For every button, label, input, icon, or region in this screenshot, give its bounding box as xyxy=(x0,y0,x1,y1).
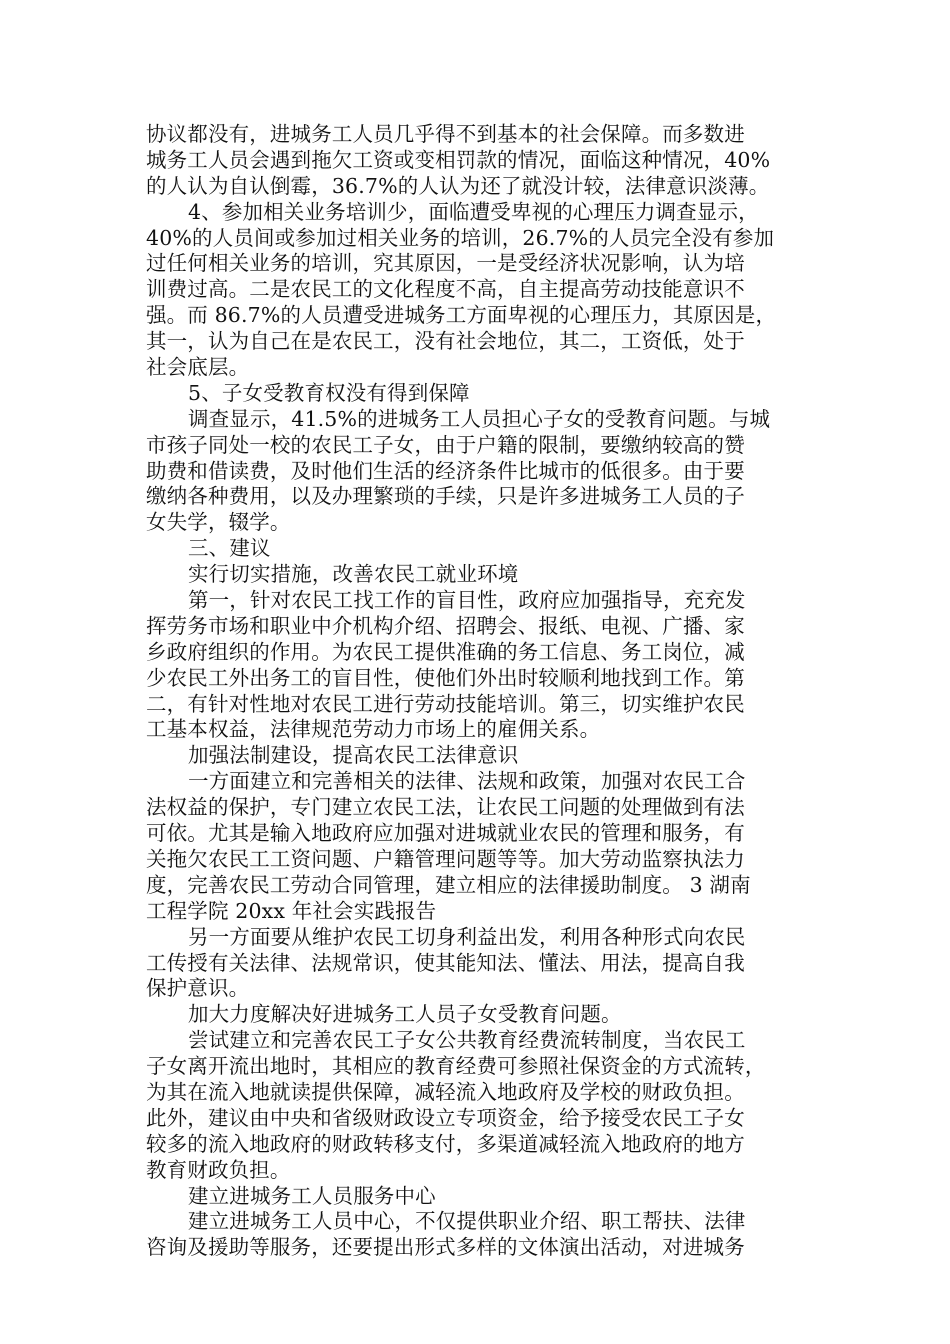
text-line: 强。而 86.7%的人员遭受进城务工方面卑视的心理压力，其原因是， xyxy=(146,303,777,328)
text-line: 其一，认为自己在是农民工，没有社会地位，其二，工资低，处于 xyxy=(146,329,745,354)
text-line: 挥劳务市场和职业中介机构介绍、招聘会、报纸、电视、广播、家 xyxy=(146,613,745,638)
text-line: 另一方面要从维护农民工切身利益出发，利用各种形式向农民 xyxy=(188,924,746,949)
text-line: 市孩子同处一校的农民工子女，由于户籍的限制，要缴纳较高的赞 xyxy=(146,432,745,457)
text-line: 度，完善农民工劳动合同管理，建立相应的法律援助制度。 3 湖南 xyxy=(146,872,751,897)
text-line: 过任何相关业务的培训，究其原因，一是受经济状况影响，认为培 xyxy=(146,251,745,276)
text-line: 尝试建立和完善农民工子女公共教育经费流转制度，当农民工 xyxy=(188,1028,746,1053)
text-line: 社会底层。 xyxy=(146,355,250,380)
text-line: 乡政府组织的作用。为农民工提供准确的务工信息、务工岗位，减 xyxy=(146,639,745,664)
text-line: 缴纳各种费用，以及办理繁琐的手续，只是许多进城务工人员的子 xyxy=(146,484,745,509)
text-line: 工基本权益，法律规范劳动力市场上的雇佣关系。 xyxy=(146,717,601,742)
text-line: 三、建议 xyxy=(188,536,271,561)
text-line: 建立进城务工人员服务中心 xyxy=(188,1183,436,1208)
text-line: 一方面建立和完善相关的法律、法规和政策，加强对农民工合 xyxy=(188,769,746,794)
text-line: 40%的人员间或参加过相关业务的培训，26.7%的人员完全没有参加 xyxy=(146,225,775,250)
text-line: 教育财政负担。 xyxy=(146,1157,291,1182)
text-line: 子女离开流出地时，其相应的教育经费可参照社保资金的方式流转， xyxy=(146,1054,766,1079)
text-line: 调查显示，41.5%的进城务工人员担心子女的受教育问题。与城 xyxy=(188,406,771,431)
text-line: 工传授有关法律、法规常识，使其能知法、懂法、用法，提高自我 xyxy=(146,950,745,975)
text-line: 加大力度解决好进城务工人员子女受教育问题。 xyxy=(188,1002,622,1027)
text-line: 工程学院 20xx 年社会实践报告 xyxy=(146,898,437,923)
text-line: 法权益的保护，专门建立农民工法，让农民工问题的处理做到有法 xyxy=(146,795,745,820)
text-line: 助费和借读费，及时他们生活的经济条件比城市的低很多。由于要 xyxy=(146,458,745,483)
text-line: 关拖欠农民工工资问题、户籍管理问题等等。加大劳动监察执法力 xyxy=(146,846,745,871)
text-line: 第一，针对农民工找工作的盲目性，政府应加强指导，充充发 xyxy=(188,588,746,613)
text-line: 5、子女受教育权没有得到保障 xyxy=(188,380,470,405)
text-line: 4、参加相关业务培训少，面临遭受卑视的心理压力调查显示， xyxy=(188,199,759,224)
text-line: 二，有针对性地对农民工进行劳动技能培训。第三，切实维护农民 xyxy=(146,691,745,716)
text-line: 训费过高。二是农民工的文化程度不高，自主提高劳动技能意识不 xyxy=(146,277,745,302)
text-line: 协议都没有，进城务工人员几乎得不到基本的社会保障。而多数进 xyxy=(146,122,745,146)
text-line: 建立进城务工人员中心，不仅提供职业介绍、职工帮扶、法律 xyxy=(188,1209,746,1234)
text-line: 较多的流入地政府的财政转移支付，多渠道减轻流入地政府的地方 xyxy=(146,1131,745,1156)
text-line: 保护意识。 xyxy=(146,976,250,1001)
text-line: 实行切实措施，改善农民工就业环境 xyxy=(188,562,519,587)
text-line: 此外，建议由中央和省级财政设立专项资金，给予接受农民工子女 xyxy=(146,1105,745,1130)
text-line: 的人认为自认倒霉，36.7%的人认为还了就没计较，法律意识淡薄。 xyxy=(146,173,770,198)
text-line: 加强法制建设，提高农民工法律意识 xyxy=(188,743,519,768)
text-line: 女失学，辍学。 xyxy=(146,510,291,535)
text-line: 为其在流入地就读提供保障，减轻流入地政府及学校的财政负担。 xyxy=(146,1079,745,1104)
text-line: 可依。尤其是输入地政府应加强对进城就业农民的管理和服务，有 xyxy=(146,821,745,846)
text-line: 城务工人员会遇到拖欠工资或变相罚款的情况，面临这种情况，40% xyxy=(146,147,771,172)
document-page xyxy=(146,122,806,1261)
text-line: 少农民工外出务工的盲目性，使他们外出时较顺利地找到工作。第 xyxy=(146,665,745,690)
text-line: 咨询及援助等服务，还要提出形式多样的文体演出活动，对进城务 xyxy=(146,1235,745,1260)
